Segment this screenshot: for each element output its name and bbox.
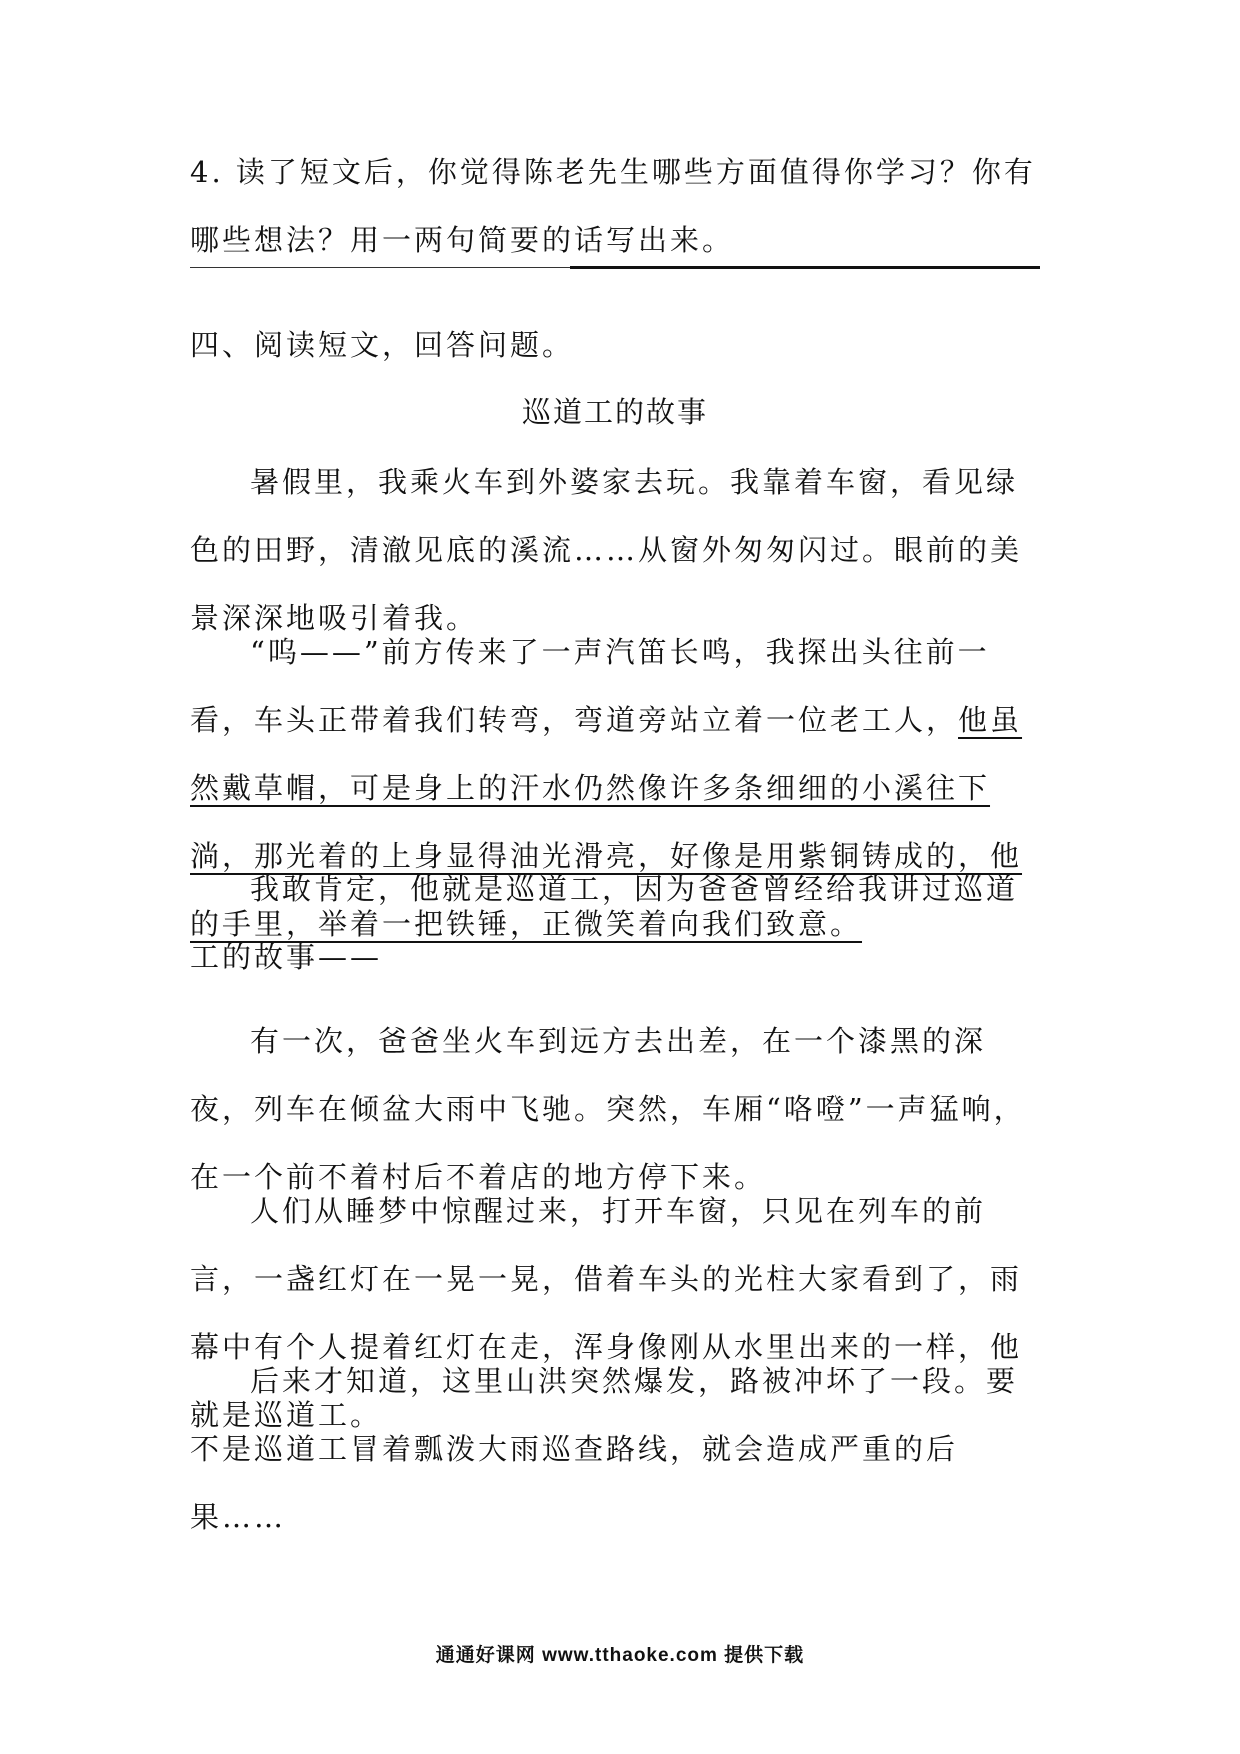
story-title: 巡道工的故事	[521, 395, 708, 429]
answer-line-thin	[190, 267, 570, 269]
paragraph-2-plain-text: “呜——”前方传来了一声汽笛长鸣，我探出头往前一看，车头正带着我们转弯，弯道旁站立着一位老工人，	[190, 635, 990, 737]
answer-line	[190, 266, 1040, 269]
story-paragraph-5: 人们从睡梦中惊醒过来，打开车窗，只见在列车的前言，一盏红灯在一晃一晃，借着车头的光柱大家看到了，雨幕中有个人提着红灯在走，浑身像刚从水里出来的一样，他就是巡道工。	[190, 1194, 1023, 1432]
story-paragraph-6: 后来才知道，这里山洪突然爆发，路被冲坏了一段。要不是巡道工冒着瓢泼大雨巡查路线，就会造成严重的后果……	[190, 1364, 1019, 1534]
footer-watermark: 通通好课网 www.tthaoke.com 提供下载	[435, 1645, 805, 1666]
question-4: 4. 读了短文后，你觉得陈老先生哪些方面值得你学习？你有哪些想法？用一两句简要的话写出来。	[190, 155, 1036, 257]
story-paragraph-3: 我敢肯定，他就是巡道工，因为爸爸曾经给我讲过巡道工的故事——	[190, 872, 1019, 974]
paragraph-2-underlined-text: 他虽然戴草帽，可是身上的汗水仍然像许多条细细的小溪往下淌，那光着的上身显得油光滑亮，好像是用紫铜铸成的，他的手里，举着一把铁锤，正微笑着向我们致意。	[190, 703, 1023, 941]
story-paragraph-4: 有一次，爸爸坐火车到远方去出差，在一个漆黑的深夜，列车在倾盆大雨中飞驰。突然，车厢“咯噔”一声猛响，在一个前不着村后不着店的地方停下来。	[190, 1024, 1026, 1194]
answer-line-thick	[570, 266, 1040, 269]
section-heading: 四、阅读短文，回答问题。	[190, 328, 575, 362]
story-paragraph-1: 暑假里，我乘火车到外婆家去玩。我靠着车窗，看见绿色的田野，清澈见底的溪流……从窗外匆匆闪过。眼前的美景深深地吸引着我。	[190, 465, 1023, 635]
